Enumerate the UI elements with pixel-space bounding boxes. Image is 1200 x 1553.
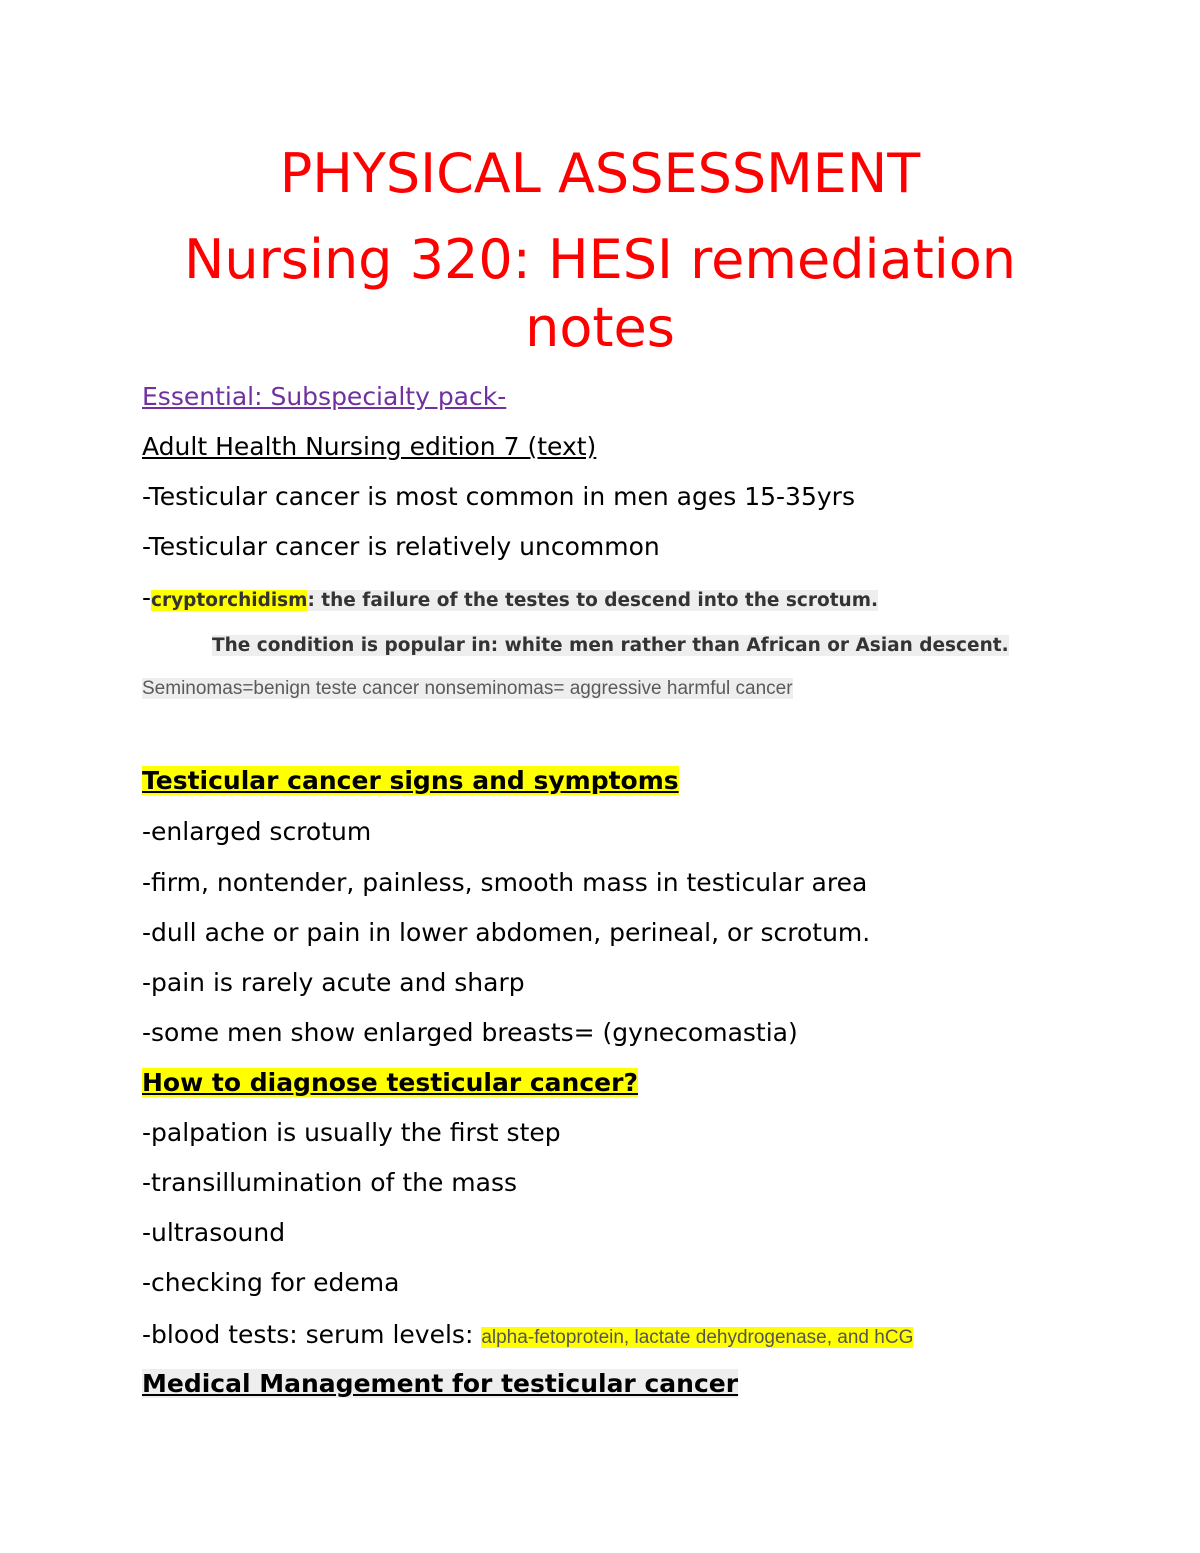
sign-item: -pain is rarely acute and sharp: [142, 968, 525, 997]
diagnose-item: -transillumination of the mass: [142, 1168, 518, 1197]
sign-item: -enlarged scrotum: [142, 817, 372, 846]
subspecialty-link[interactable]: Essential: Subspecialty pack-: [142, 382, 507, 411]
subspecialty-link-line: [142, 381, 506, 413]
management-heading: Medical Management for testicular cancer: [142, 1369, 739, 1398]
signs-heading: Testicular cancer signs and symptoms: [142, 766, 679, 795]
condition-text: The condition is popular in: white men rather than African or Asian descent.: [212, 635, 1009, 656]
sign-item: -dull ache or pain in lower abdomen, perineal, or scrotum.: [142, 918, 871, 947]
crypto-prefix: -: [142, 583, 152, 612]
seminoma-text: Seminomas=benign teste cancer nonseminomas= aggressive harmful cancer: [142, 678, 793, 699]
diagnose-heading-line: [142, 1067, 638, 1099]
diagnose-heading: How to diagnose testicular cancer?: [142, 1068, 638, 1097]
page-title: PHYSICAL ASSESSMENT: [279, 142, 921, 205]
cryptorchidism-line: [142, 582, 878, 617]
diagnose-item: -ultrasound: [142, 1218, 286, 1247]
signs-heading-line: [142, 765, 679, 797]
sign-item: -firm, nontender, painless, smooth mass in testicular area: [142, 868, 868, 897]
diagnose-item: -checking for edema: [142, 1268, 400, 1297]
blood-prefix: -blood tests: serum levels:: [142, 1320, 482, 1349]
source-text: Adult Health Nursing edition 7 (text): [142, 432, 597, 461]
intro-item: -Testicular cancer is relatively uncommon: [142, 532, 660, 561]
diagnose-item: -palpation is usually the first step: [142, 1118, 561, 1147]
crypto-definition: : the failure of the testes to descend into the scrotum.: [307, 590, 879, 611]
blood-tests-line: [142, 1319, 913, 1354]
condition-line: [212, 627, 1009, 662]
intro-item: -Testicular cancer is most common in men ages 15-35yrs: [142, 482, 855, 511]
crypto-term: cryptorchidism: [151, 590, 308, 611]
management-heading-line: [142, 1368, 738, 1400]
sign-item: -some men show enlarged breasts= (gynecomastia): [142, 1018, 798, 1047]
page-subtitle-line2: notes: [525, 296, 675, 359]
blood-highlight: alpha-fetoprotein, lactate dehydrogenase, and hCG: [481, 1327, 914, 1348]
page-subtitle-line1: Nursing 320: HESI remediation: [183, 228, 1017, 291]
seminoma-line: [142, 670, 793, 705]
